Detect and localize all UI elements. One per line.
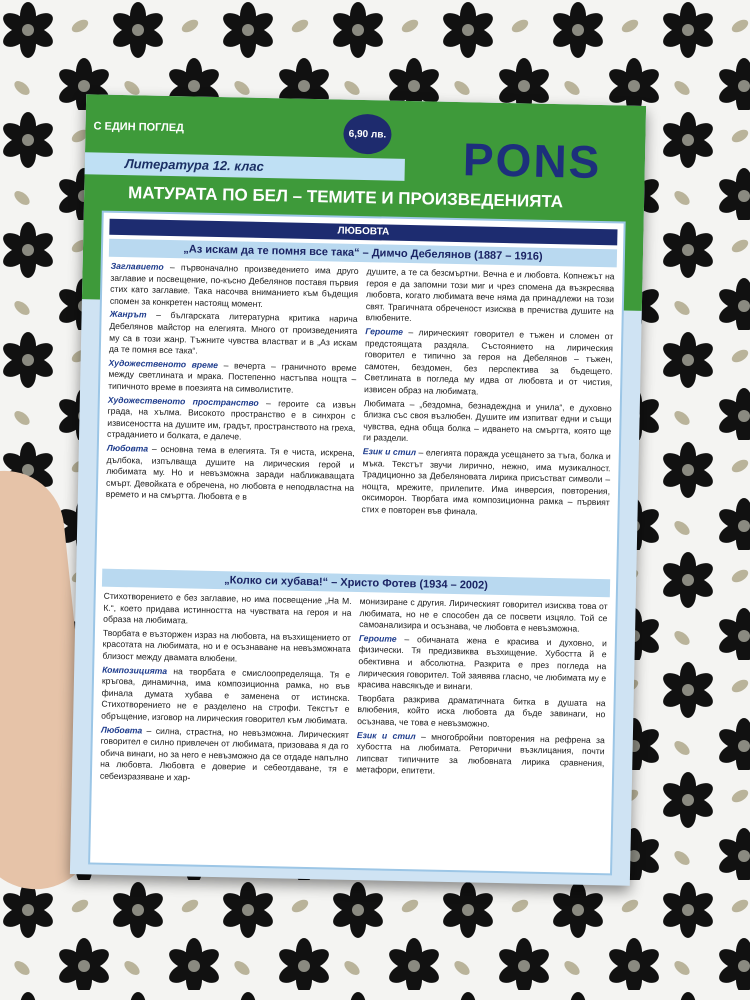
poem1-left-paragraph — [109, 309, 358, 361]
poem2-right-paragraph — [357, 693, 606, 733]
poem2-left-paragraph — [103, 591, 352, 631]
poem1-left-text: – вечерта – граничното време между светлината и мрака. Постепенно настъпва нощта – типичното време в поезията на символистите. — [108, 359, 357, 395]
poem1-left-paragraph — [106, 443, 355, 506]
poem1-left-paragraph — [110, 261, 359, 313]
poem2-left-paragraph — [101, 664, 350, 727]
poem1-right-term: Героите — [365, 326, 404, 337]
poem2-left-term: Любовта — [100, 724, 143, 736]
poem1-left-column — [104, 261, 358, 568]
series-label: С ЕДИН ПОГЛЕД — [93, 120, 185, 135]
poem1-right-paragraph — [364, 326, 613, 401]
poem1-heading: „Аз искам да те помня все така“ – Димчо Дебелянов (1887 – 1916) — [109, 239, 617, 268]
poem2-left-text: Творбата е възторжен израз на любовта, на възхищението от красотата на любимата, но и е осъзнаване на невъзможната близост между двамата влюбени. — [102, 627, 352, 664]
poem1-right-term: Език и стил — [362, 445, 417, 458]
poem1-left-paragraph — [107, 394, 356, 446]
poem1-left-term: Художественото време — [108, 357, 219, 370]
poem2-left-column — [98, 591, 352, 862]
subject-label: Литература 12. клас — [85, 152, 405, 181]
poem2-left-text: на творбата е смислоопределяща. Тя е кръгова, динамична, има композиционна рамка, но във финала думата хубава е заменена от истинска. Стихотворението не е разделено на строфи. Текстът е обръщение, изговор на лирическия говорител към любимата. — [101, 665, 351, 726]
poem2-right-text: Творбата разкрива драматичната битка в душата на влюбения, който иска любовта да бъде завинаги, но осъзнава, че това е невъзможно. — [357, 692, 606, 729]
poem1-left-paragraph — [108, 358, 357, 398]
poem2-right-term: Език и стил — [356, 729, 416, 741]
poem1-right-text: душите, а те са безсмъртни. Вечна е и любовта. Копнежът на героя е да запомни този миг и чрез спомена да възкресява любовта, когато любимата вече няма да принадлежи на този свят. Трагичната обреченост изисква в пречиства душите на влюбените. — [365, 266, 615, 324]
poem1-left-term: Любовта — [106, 442, 149, 454]
poem2-left-text: Стихотворението е без заглавие, но има посвещение „На М. К.“, което придава истинността на чувствата на героя и на образа на любимата. — [103, 590, 352, 626]
poem2-right-text: – обичаната жена е красива и духовно, и физически. Тя предизвиква възхищение. Хубостта й е обективна и абсолютна. Разкрита е през погледа на лирическия говорител. Той заявява гласно, че любимата му е красива навсякъде и винаги. — [357, 633, 607, 692]
poem1-left-text: – основна тема в елегията. Тя е чиста, искрена, дълбока, изпълваща душите на лирическия герой и любимата му. Но и невъзможна заради наближаващата смърт. Девойката е обречена, но любовта е неподвластна на времето и на смъртта. Любовта е в — [105, 443, 355, 502]
poem2-right-column — [354, 596, 608, 867]
poem2-left-text: – силна, страстна, но невъзможна. Лирическият говорител е силно привлечен от любимата, призовава я да го обича винаги, но за него е невъзможно да се отдаде напълно на любовта. Любовта е доверие и себеотдаване, тя е себеизразяване и хар- — [99, 725, 349, 783]
poem2-right-text: монизиране с другия. Лирическият говорител изисква това от любимата, но не е способен да се посвети изцяло. Той се самоанализира и осъзнава, че любовта е невъзможна. — [359, 596, 608, 634]
poem1-right-paragraph — [365, 266, 614, 329]
poem1-right-column — [360, 266, 614, 573]
brand-logo: PONS — [462, 133, 602, 189]
content-panel — [90, 213, 623, 874]
poem1-right-paragraph — [363, 398, 612, 450]
poem1-left-text: – българската литературна критика нарича Дебелянов майстор на елегията. Много от произведенията му са в този жанр. Тъжните чувства властват и в „Аз искам да те помня все така“. — [108, 309, 358, 356]
poem2-right-paragraph — [358, 633, 607, 696]
poem2-right-paragraph — [356, 730, 605, 782]
poem1-right-text: – лирическият говорител е тъжен и сломен от предстоящата раздяла. Състоянието на лирическия говорител е типично за героя на Дебелянов – тъжен, самотен, бездомен, без перспектива за бъдещето. Светлината в погледа му идва от любовта и от чистия, извисен образ на любимата. — [364, 326, 614, 397]
poem1-right-text: – елегията поражда усещането за тъга, болка и мъка. Текстът звучи лирично, нежно, има музикалност. Традиционно за Дебеляновата лирика присъстват символи – нощта, мрежите, прилепите. Има инверсия, повторения, оксиморон. Творбата има композиционна рамка – първият стих е повторен във финала. — [361, 447, 611, 517]
sheet-title: МАТУРАТА ПО БЕЛ – ТЕМИТЕ И ПРОИЗВЕДЕНИЯТА — [127, 183, 564, 212]
poem2-left-paragraph — [100, 724, 349, 787]
poem1-left-term: Жанрът — [109, 309, 147, 320]
poem2-right-paragraph — [359, 596, 608, 636]
price-badge: 6,90 лв. — [343, 114, 392, 155]
poem1-right-text: Любимата – „бездомна, безнадеждна и унила“, е духовно близка със своя възлюбен. Душите им изпитват едни и същи чувства, една обща болка – идването на смъртта, която ще ги раздели. — [362, 397, 612, 444]
poem1-left-term: Художественото пространство — [107, 394, 259, 408]
theme-bar: ЛЮБОВТА — [109, 219, 617, 246]
poem2-heading: „Колко си хубава!“ – Христо Фотев (1934 – 2002) — [102, 569, 610, 598]
study-sheet — [70, 94, 646, 886]
poem1-left-text: – героите са извън града, на хълма. Високото пространство е в синхрон с извисеността на душите им, градът, пространството на греха, страданието и болката, е далече. — [107, 397, 356, 442]
poem1-left-term: Заглавието — [110, 260, 164, 272]
poem2-right-term: Героите — [358, 632, 397, 644]
poem2-left-term: Композицията — [102, 664, 168, 676]
poem1-right-paragraph — [361, 446, 610, 521]
poem2-right-text: – многобройни повторения на рефрена за хубостта на любимата. Реторични възклицания, почти липсват типичните за любовната лирика сравнения, метафори, епитети. — [356, 730, 605, 776]
poem1-left-text: – първоначално произведението има друго заглавие и посвещение, по-късно Дебелянов поставя първия стих като заглавие. Така насочва вниманието към бъдещия спомен за конкретен настоящ момент. — [109, 261, 359, 309]
poem2-left-paragraph — [102, 627, 351, 667]
